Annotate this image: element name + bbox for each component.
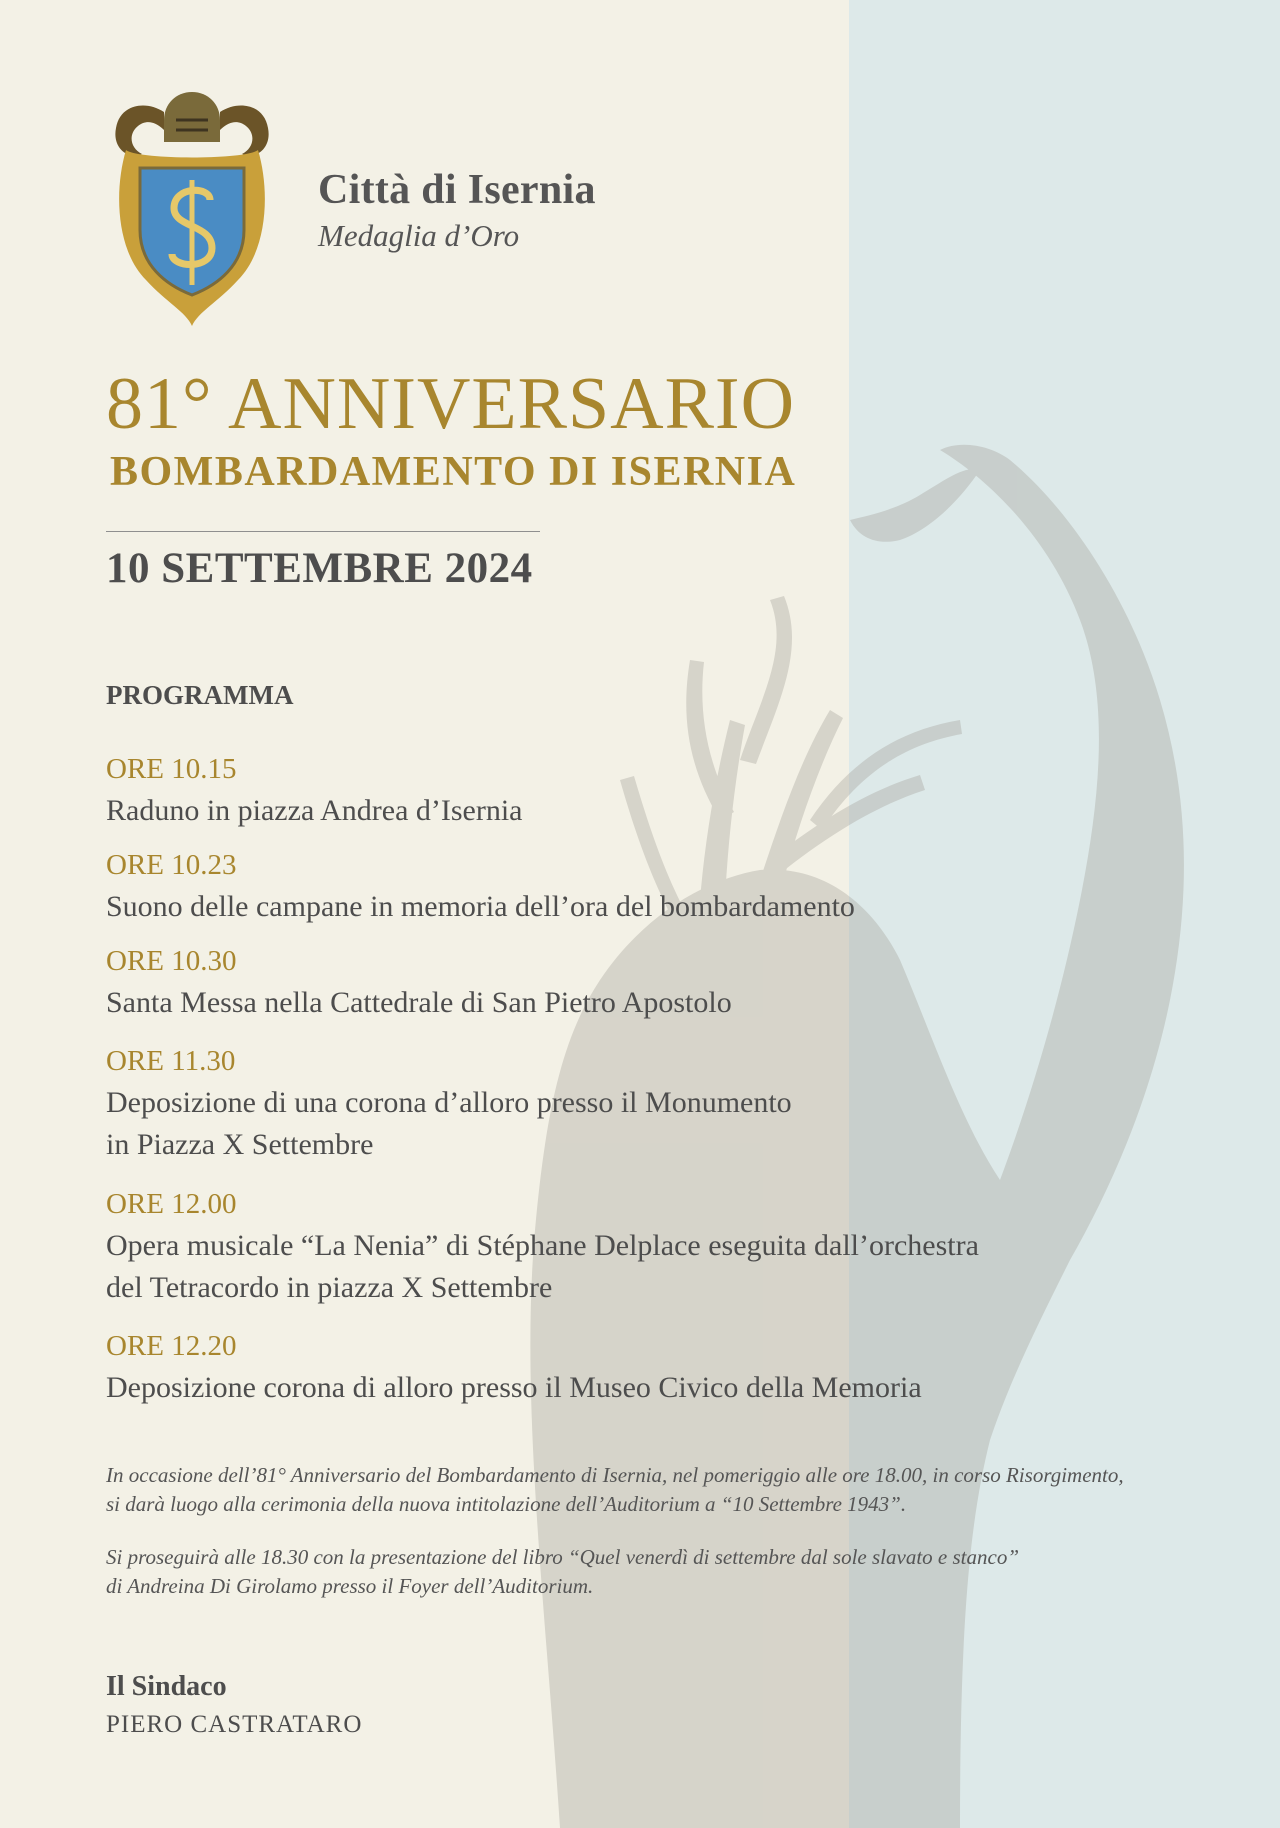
program-item (106, 1183, 979, 1309)
program-item-description: Deposizione corona di alloro presso il Museo Civico della Memoria (106, 1371, 922, 1404)
program-item-description: del Tetracordo in piazza X Settembre (106, 1271, 553, 1304)
book-presentation-note (106, 1543, 1019, 1601)
program-item (106, 940, 732, 1024)
program-item (106, 1040, 792, 1166)
program-item-description: Raduno in piazza Andrea d’Isernia (106, 794, 523, 827)
event-subtitle: BOMBARDAMENTO DI ISERNIA (110, 449, 797, 495)
program-item-description: Deposizione di una corona d’alloro presso il Monumento (106, 1086, 792, 1119)
program-item-description: Suono delle campane in memoria dell’ora del bombardamento (106, 890, 855, 923)
program-heading: PROGRAMMA (106, 680, 294, 710)
program-item-description: in Piazza X Settembre (106, 1128, 374, 1161)
evening-note (106, 1461, 1124, 1519)
signature-name: PIERO CASTRATARO (106, 1711, 363, 1738)
program-item-time: ORE 10.30 (106, 945, 237, 977)
event-date: 10 SETTEMBRE 2024 (106, 545, 533, 592)
note-line: In occasione dell’81° Anniversario del Bombardamento di Isernia, nel pomeriggio alle ore 18.00, in corso Risorgimento, (106, 1463, 1124, 1487)
city-subtitle: Medaglia d’Oro (318, 218, 520, 253)
event-title: 81° ANNIVERSARIO (106, 363, 796, 445)
note-line: si darà luogo alla cerimonia della nuova intitolazione dell’Auditorium a “10 Settembre 1943”. (106, 1492, 907, 1516)
program-item-description: Opera musicale “La Nenia” di Stéphane Delplace eseguita dall’orchestra (106, 1229, 979, 1262)
program-item-time: ORE 10.23 (106, 849, 237, 881)
city-name: Città di Isernia (318, 167, 596, 213)
program-item (106, 844, 855, 928)
program-item-description: Santa Messa nella Cattedrale di San Pietro Apostolo (106, 986, 732, 1019)
coat-of-arms-icon (106, 90, 278, 328)
program-item-time: ORE 12.20 (106, 1330, 237, 1362)
program-item (106, 1325, 922, 1409)
title-divider (106, 531, 540, 532)
note-line: di Andreina Di Girolamo presso il Foyer dell’Auditorium. (106, 1574, 594, 1598)
program-item-time: ORE 11.30 (106, 1045, 236, 1077)
program-item-time: ORE 10.15 (106, 753, 237, 785)
program-item (106, 748, 523, 832)
program-item-time: ORE 12.00 (106, 1188, 237, 1220)
signature-title: Il Sindaco (106, 1671, 227, 1702)
note-line: Si proseguirà alle 18.30 con la presentazione del libro “Quel venerdì di settembre dal sole slavato e stanco” (106, 1545, 1019, 1569)
